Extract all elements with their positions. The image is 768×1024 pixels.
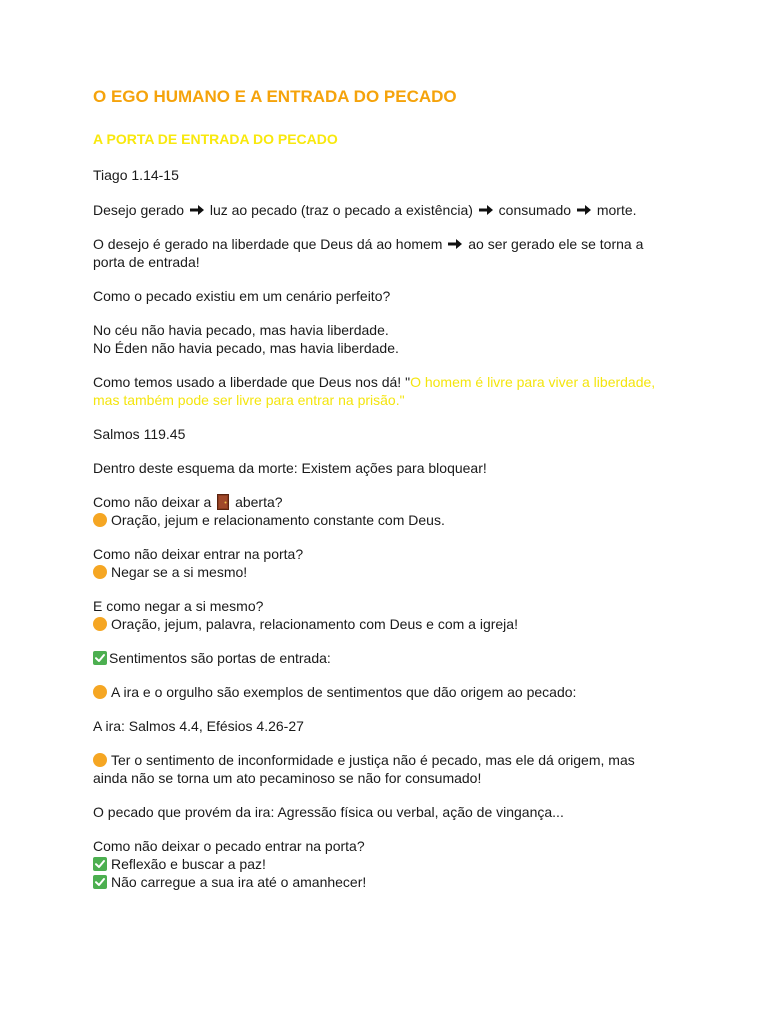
- question-final: Como não deixar o pecado entrar na porta?: [93, 838, 365, 854]
- check-mark-icon: [93, 651, 107, 665]
- block-deny-self: [93, 597, 688, 633]
- block-enter-door: [93, 545, 688, 581]
- desire-part-b: ao ser gerado ele se torna a: [468, 236, 644, 252]
- paragraph-scheme: Dentro deste esquema da morte: Existem ações para bloquear!: [93, 460, 487, 476]
- orange-circle-icon: [93, 685, 107, 699]
- reference-tiago: Tiago 1.14-15: [93, 167, 179, 183]
- question-perfect-scenario: Como o pecado existiu em um cenário perfeito?: [93, 288, 391, 304]
- orange-circle-icon: [93, 617, 107, 631]
- door-icon: [217, 494, 229, 510]
- right-arrow-icon: [577, 205, 591, 215]
- chain-part-b: luz ao pecado (traz o pecado a existência): [209, 202, 473, 218]
- question-enter-door: Como não deixar entrar na porta?: [93, 546, 304, 562]
- block-open-door: [93, 493, 688, 529]
- right-arrow-icon: [479, 205, 493, 215]
- answer-enter-door: Negar se a si mesmo!: [93, 563, 688, 581]
- document-title: O EGO HUMANO E A ENTRADA DO PECADO: [93, 87, 457, 106]
- paragraph-desire: [93, 235, 688, 271]
- block-final: [93, 837, 688, 891]
- answer-deny-self: Oração, jejum, palavra, relacionamento com Deus e com a igreja!: [93, 615, 688, 633]
- line-anger-pride: A ira e o orgulho são exemplos de sentimentos que dão origem ao pecado:: [93, 683, 688, 701]
- question-open-door: [93, 493, 688, 511]
- freedom-quote-highlight: O homem é livre para viver a liberdade,: [410, 374, 656, 390]
- nonconform-line-1: Ter o sentimento de inconformidade e justiça não é pecado, mas ele dá origem, mas: [111, 752, 635, 768]
- checklist-item-anger: Não carregue a sua ira até o amanhecer!: [93, 873, 688, 891]
- question-deny-self: E como negar a si mesmo?: [93, 598, 264, 614]
- chain-part-c: consumado: [498, 202, 572, 218]
- section-subtitle: A PORTA DE ENTRADA DO PECADO: [93, 131, 338, 147]
- paragraph-heaven-eden: [93, 321, 688, 357]
- line-eden: No Éden não havia pecado, mas havia liberdade.: [93, 340, 399, 356]
- reference-salmos: Salmos 119.45: [93, 426, 186, 442]
- orange-circle-icon: [93, 513, 107, 527]
- line-feelings: Sentimentos são portas de entrada:: [93, 649, 688, 667]
- chain-part-a: Desejo gerado: [93, 202, 185, 218]
- freedom-part-a: Como temos usado a liberdade que Deus nos dá! ": [93, 374, 411, 390]
- q-open-part-b: aberta?: [235, 494, 283, 510]
- reference-anger: A ira: Salmos 4.4, Efésios 4.26-27: [93, 718, 304, 734]
- answer-open-door: Oração, jejum e relacionamento constante com Deus.: [93, 511, 688, 529]
- check-mark-icon: [93, 857, 107, 871]
- orange-circle-icon: [93, 753, 107, 767]
- nonconform-line-2: ainda não se torna um ato pecaminoso se não for consumado!: [93, 770, 482, 786]
- paragraph-anger-sin: O pecado que provém da ira: Agressão física ou verbal, ação de vingança...: [93, 804, 564, 820]
- checklist-item-peace: Reflexão e buscar a paz!: [93, 855, 688, 873]
- paragraph-nonconformity: [93, 751, 688, 787]
- freedom-quote-highlight-2: mas também pode ser livre para entrar na prisão.": [93, 392, 405, 408]
- desire-part-c: porta de entrada!: [93, 254, 200, 270]
- chain-part-d: morte.: [596, 202, 637, 218]
- desire-part-a: O desejo é gerado na liberdade que Deus dá ao homem: [93, 236, 443, 252]
- right-arrow-icon: [448, 239, 462, 249]
- orange-circle-icon: [93, 565, 107, 579]
- paragraph-freedom: [93, 373, 688, 409]
- right-arrow-icon: [190, 205, 204, 215]
- line-heaven: No céu não havia pecado, mas havia liberdade.: [93, 322, 389, 338]
- paragraph-chain: [93, 201, 688, 219]
- q-open-part-a: Como não deixar a: [93, 494, 212, 510]
- check-mark-icon: [93, 875, 107, 889]
